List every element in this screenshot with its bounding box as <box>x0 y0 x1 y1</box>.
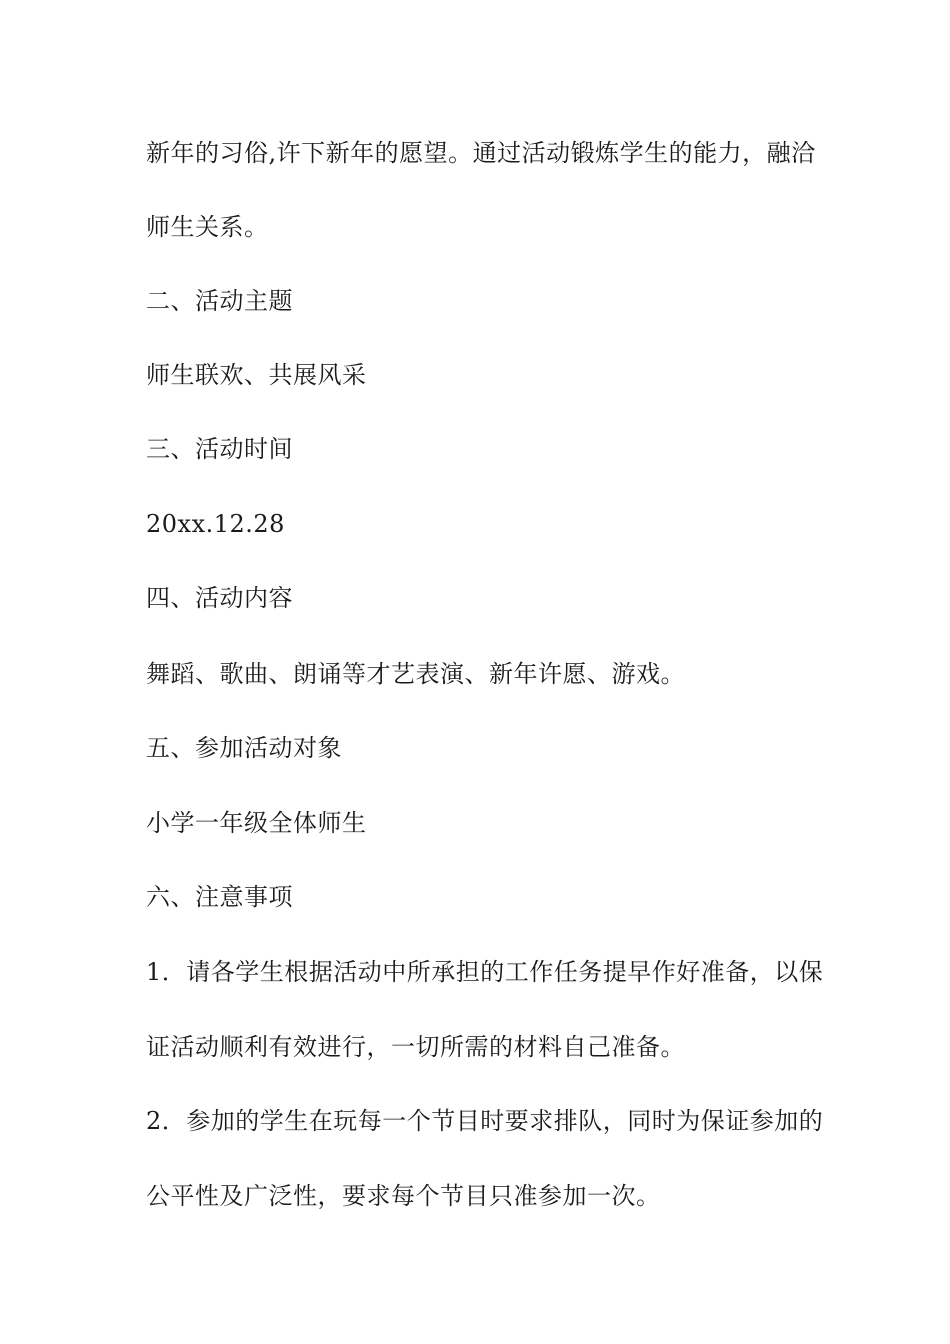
paragraph-line: 20xx.12.28 <box>146 510 285 538</box>
section-heading: 五、参加活动对象 <box>146 734 342 762</box>
paragraph-line: 2．参加的学生在玩每一个节目时要求排队，同时为保证参加的 <box>146 1107 824 1135</box>
section-heading: 二、活动主题 <box>146 287 293 315</box>
section-heading: 四、活动内容 <box>146 584 293 612</box>
paragraph-line: 舞蹈、歌曲、朗诵等才艺表演、新年许愿、游戏。 <box>146 660 685 688</box>
paragraph-line: 1．请各学生根据活动中所承担的工作任务提早作好准备，以保 <box>146 958 824 986</box>
paragraph-line: 小学一年级全体师生 <box>146 809 367 837</box>
paragraph-line: 新年的习俗,许下新年的愿望。通过活动锻炼学生的能力，融洽 <box>146 139 816 167</box>
section-heading: 三、活动时间 <box>146 435 293 463</box>
paragraph-line: 师生联欢、共展风采 <box>146 361 367 389</box>
paragraph-line: 公平性及广泛性，要求每个节目只准参加一次。 <box>146 1182 661 1210</box>
section-heading: 六、注意事项 <box>146 883 293 911</box>
paragraph-line: 证活动顺利有效进行，一切所需的材料自己准备。 <box>146 1033 685 1061</box>
paragraph-line: 师生关系。 <box>146 213 269 241</box>
